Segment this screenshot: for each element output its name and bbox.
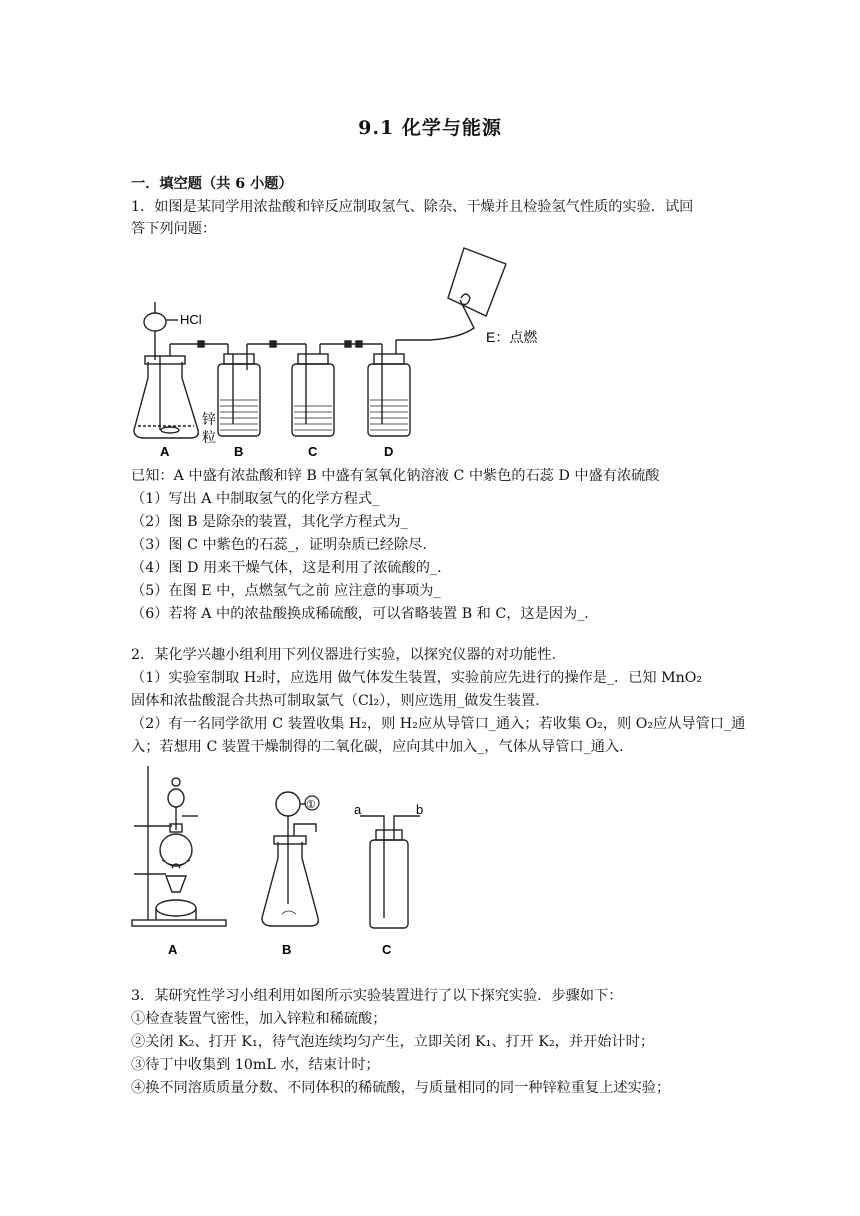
label-c: C <box>308 444 318 459</box>
q2-line1: （1）实验室制取 H₂时，应选用 做气体发生装置，实验前应先进行的操作是_．已知 MnO₂ <box>131 670 703 686</box>
q3-stem: 3．某研究性学习小组利用如图所示实验装置进行了以下探究实验．步骤如下： <box>131 988 623 1004</box>
bottle-c <box>292 364 334 436</box>
label-q2-c: C <box>382 942 392 957</box>
q3-step3: ③待丁中收集到 10mL 水，结束计时； <box>131 1057 380 1073</box>
label-a: A <box>160 444 170 459</box>
label-port-b: b <box>416 802 424 817</box>
q1-sub4: （4）图 D 用来干燥气体，这是利用了浓硫酸的_. <box>131 560 442 576</box>
q1-stem-line2: 答下列问题： <box>131 221 217 237</box>
label-q2-b: B <box>282 942 292 957</box>
funnel-bulb <box>144 313 166 331</box>
q1-sub5: （5）在图 E 中，点燃氢气之前 应注意的事项为_ <box>131 583 441 599</box>
q1-stem-line1: 1．如图是某同学用浓盐酸和锌反应制取氢气、除杂、干燥并且检验氢气性质的实验．试回 <box>131 199 694 215</box>
label-port-a: a <box>354 802 362 817</box>
q1-sub1: （1）写出 A 中制取氢气的化学方程式_ <box>131 491 380 507</box>
label-zinc1: 锌 <box>202 411 216 427</box>
q3-step4: ④换不同溶质质量分数、不同体积的稀硫酸，与质量相同的同一种锌粒重复上述实验； <box>131 1080 671 1096</box>
label-circle1: ① <box>306 799 316 811</box>
label-q2-a: A <box>168 942 178 957</box>
label-b: B <box>234 444 244 459</box>
q2-line4: 入；若想用 C 装置干燥制得的二氧化碳，应向其中加入_，气体从导管口_通入. <box>131 739 624 755</box>
section-heading: 一．填空题（共 6 小题） <box>131 176 293 192</box>
q1-known: 已知：A 中盛有浓盐酸和锌 B 中盛有氢氧化钠溶液 C 中紫色的石蕊 D 中盛有浓硫酸 <box>131 468 660 484</box>
q3-step1: ①检查装置气密性，加入锌粒和稀硫酸； <box>131 1011 387 1027</box>
beaker-e <box>448 248 506 316</box>
q1-sub2: （2）图 B 是除杂的装置，其化学方程式为_ <box>131 514 408 530</box>
q2-apparatus-figure <box>128 764 428 960</box>
label-e: E：点燃 <box>486 329 538 345</box>
q2-line3: （2）有一名同学欲用 C 装置收集 H₂，则 H₂应从导管口_通入；若收集 O₂，则 O₂应从导管口_通 <box>131 716 746 732</box>
q1-apparatus-figure <box>130 240 600 462</box>
bottle-c2 <box>370 840 408 928</box>
q3-step2: ②关闭 K₂、打开 K₁，待气泡连续均匀产生，立即关闭 K₁、打开 K₂，并开始计时； <box>131 1034 655 1050</box>
q2-stem: 2．某化学兴趣小组利用下列仪器进行实验，以探究仪器的对功能性. <box>131 647 556 663</box>
label-zinc2: 粒 <box>202 429 216 445</box>
q1-sub3: （3）图 C 中紫色的石蕊_，证明杂质已经除尽. <box>131 537 427 553</box>
page-title: 9.1 化学与能源 <box>358 117 502 139</box>
round-flask <box>160 834 192 866</box>
label-hcl: HCl <box>180 312 202 327</box>
label-d: D <box>384 444 394 459</box>
q1-sub6: （6）若将 A 中的浓盐酸换成稀硫酸，可以省略装置 B 和 C，这是因为_. <box>131 606 589 622</box>
q2-line2: 固体和浓盐酸混合共热可制取氯气（Cl₂），则应选用_做发生装置. <box>131 693 540 709</box>
